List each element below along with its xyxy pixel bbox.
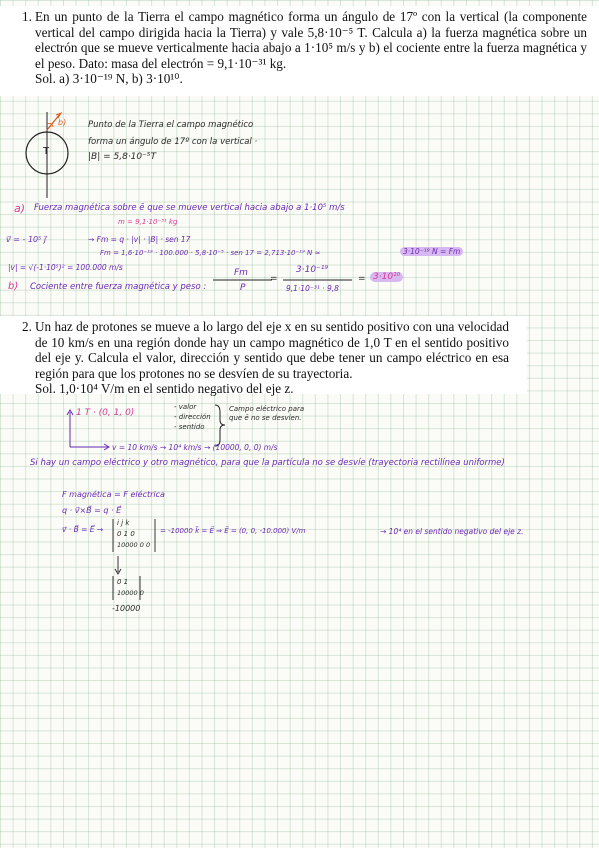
brace-text-2: que ē no se desvíen. xyxy=(229,414,302,422)
sub-matrix-row-1: 0 1 xyxy=(117,578,129,586)
matrix-row-1: i j k xyxy=(117,519,130,527)
matrix-row-3: 10000 0 0 xyxy=(117,541,151,549)
earth-label: T xyxy=(43,146,50,157)
ratio-numerator: Fm xyxy=(234,268,248,278)
problem-1-solution: Sol. a) 3·10⁻¹⁹ N, b) 3·10¹⁰. xyxy=(35,71,183,87)
condition-text: Si hay un campo eléctrico y otro magnético, para que la partícula no se desvíe (trayectoria rectilínea uniforme) xyxy=(30,458,505,468)
b-label: b) xyxy=(58,118,67,127)
problem-1-number: 1. xyxy=(22,9,32,24)
part-a-label: a) xyxy=(14,202,26,215)
brace-text-1: Campo eléctrico para xyxy=(229,405,305,413)
equation-result: = -10000 k⃗ = E⃗ ⇒ E⃗ = (0, 0, -10.000) V/m xyxy=(160,527,306,535)
equation-lorentz: q · v⃗×B⃗ = q · E⃗ xyxy=(62,506,122,515)
sub-matrix-result: -10000 xyxy=(112,604,141,613)
axis-label: 1 T · (0, 1, 0) xyxy=(76,408,135,418)
matrix-row-2: 0 1 0 xyxy=(117,530,135,538)
problem-2-text: Un haz de protones se mueve a lo largo del eje x en su sentido positivo con una velocidad de 10 km/s en una región donde hay un campo magnético de 1,0 T en el sentido positivo del eje y. Calcula el valor, dirección y sentido que debe tener un campo eléctrico en esa región para que los protones no se desvíen de su trayectoria. xyxy=(35,319,509,381)
note1-line2: forma un ángulo de 17º con la vertical · xyxy=(88,137,258,147)
fm-result: 3·10⁻¹⁹ N = Fm xyxy=(400,247,463,256)
ratio-result: 3·10¹⁰ xyxy=(370,272,403,282)
electron-mass: m = 9,1·10⁻³¹ kg xyxy=(118,218,178,226)
velocity-text: v = 10 km/s → 10⁴ km/s → (10000, 0, 0) m/s xyxy=(112,443,278,452)
equation-forces: F magnética = F eléctrica xyxy=(62,490,165,499)
part-a-text: Fuerza magnética sobre ē que se mueve vertical hacia abajo a 1·10⁵ m/s xyxy=(34,203,345,213)
velocity-modulus: |v| = √(-1·10⁵)² = 100.000 m/s xyxy=(8,263,123,272)
list-valor: - valor xyxy=(174,403,197,411)
ratio-numerator-value: 3·10⁻¹⁹ xyxy=(296,265,329,275)
list-direccion: - dirección xyxy=(174,413,211,421)
part-b-text: Cociente entre fuerza magnética y peso : xyxy=(30,282,207,292)
sub-matrix-row-2: 10000 0 xyxy=(117,589,144,597)
note1-line3: |B| = 5,8·10⁻⁵T xyxy=(88,152,156,162)
curly-brace xyxy=(215,405,225,446)
note1-line1: Punto de la Tierra el campo magnético xyxy=(88,120,254,130)
fm-formula: → Fm = q · |v| · |B| · sen 17 xyxy=(88,235,191,244)
problem-2-number: 2. xyxy=(22,319,32,334)
fm-calculation: Fm = 1,6·10⁻¹⁹ · 100.000 · 5,8·10⁻⁵ · sen 17 = 2,713·10⁻¹⁹ N ≈ xyxy=(100,249,321,257)
equation-conclusion: → 10⁴ en el sentido negativo del eje z. xyxy=(380,527,524,536)
part-b-label: b) xyxy=(8,281,19,292)
problem-1-text: En un punto de la Tierra el campo magnético forma un ángulo de 17º con la vertical (la componente vertical del campo dirigida hacia la Tierra) y vale 5,8·10⁻⁵ T. Calcula a) la fuerza magnética sobre un electrón que se mueve verticalmente hacia abajo a 1·10⁵ m/s y b) el cociente entre la fuerza magnética y el peso. Dato: masa del electrón = 9,1·10⁻³¹ kg. xyxy=(35,9,587,71)
equation-vb: v⃗ · B⃗ = E⃗ → xyxy=(62,525,104,534)
velocity-vector: v⃗ = - 10⁵ j⃗ xyxy=(6,235,47,244)
ratio-denominator-value: 9,1·10⁻³¹ · 9,8 xyxy=(286,284,339,293)
ratio-denominator: P xyxy=(240,283,246,293)
list-sentido: - sentido xyxy=(174,423,205,431)
problem-2-solution: Sol. 1,0·10⁴ V/m en el sentido negativo del eje z. xyxy=(35,381,294,397)
